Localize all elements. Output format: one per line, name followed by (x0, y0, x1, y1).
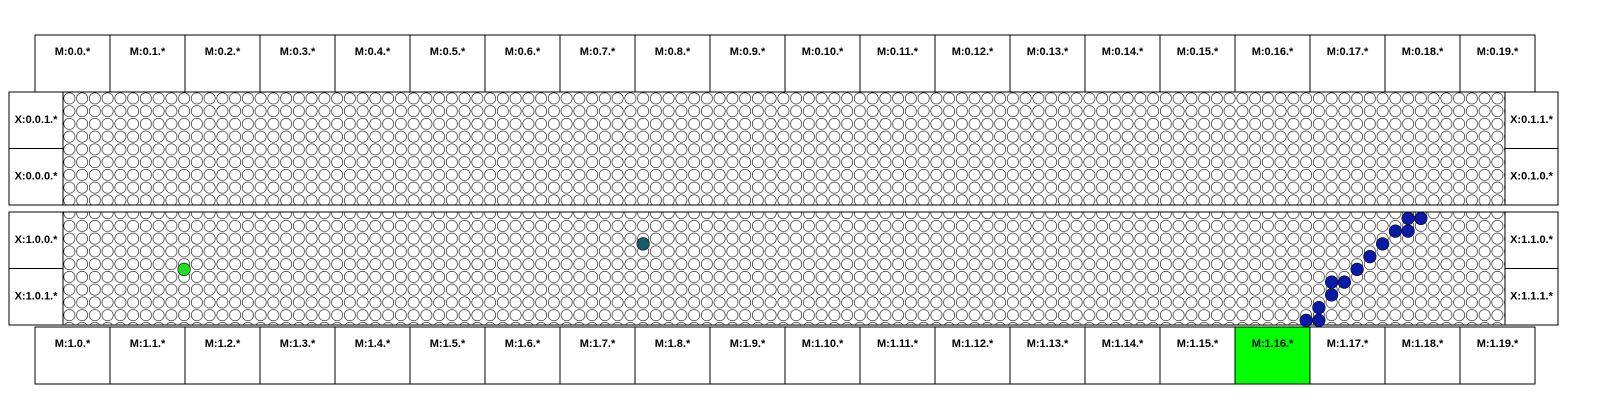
right-board-label: X:1.1.1.* (1510, 290, 1553, 303)
bottom-module-box (485, 327, 560, 384)
right-board-label: X:1.1.0.* (1510, 234, 1553, 247)
bottom-module-label: M:1.0.* (54, 337, 91, 350)
top-module-box (260, 35, 335, 92)
left-board-label: X:1.0.0.* (14, 234, 58, 247)
top-module-label: M:0.14.* (1101, 45, 1144, 58)
left-board-label: X:0.0.1.* (14, 114, 58, 127)
bottom-module-box (560, 327, 635, 384)
top-module-box (710, 35, 785, 92)
bottom-module-box (185, 327, 260, 384)
top-module-label: M:0.17.* (1326, 45, 1369, 58)
top-module-box (1085, 35, 1160, 92)
bottom-module-box (110, 327, 185, 384)
right-board-label: X:0.1.0.* (1510, 170, 1553, 183)
marked-cell (1351, 263, 1364, 276)
top-module-box (860, 35, 935, 92)
top-module-box (1460, 35, 1535, 92)
marked-cell (1338, 276, 1351, 289)
bottom-module-label: M:1.16.* (1251, 337, 1294, 350)
marked-cell (1300, 314, 1313, 327)
top-module-label: M:0.5.* (429, 45, 466, 58)
bottom-module-label: M:1.7.* (579, 337, 616, 350)
bottom-module-box (1160, 327, 1235, 384)
bottom-module-label: M:1.1.* (129, 337, 166, 350)
top-module-box (560, 35, 635, 92)
bottom-module-label: M:1.15.* (1176, 337, 1219, 350)
bottom-module-label: M:1.14.* (1101, 337, 1144, 350)
top-module-box (185, 35, 260, 92)
marked-cell (1313, 301, 1326, 314)
marked-cell (1415, 212, 1428, 225)
top-module-label: M:0.15.* (1176, 45, 1219, 58)
bottom-module-box (1310, 327, 1385, 384)
marked-cell (1325, 276, 1338, 289)
top-module-label: M:0.6.* (504, 45, 541, 58)
bottom-module-label: M:1.11.* (877, 337, 918, 350)
bottom-module-label: M:1.3.* (279, 337, 316, 350)
marked-cell (178, 263, 191, 276)
top-module-box (1160, 35, 1235, 92)
bottom-module-label: M:1.2.* (204, 337, 241, 350)
bottom-module-label: M:1.10.* (801, 337, 844, 350)
top-module-box (110, 35, 185, 92)
bottom-module-box (35, 327, 110, 384)
top-module-label: M:0.16.* (1251, 45, 1294, 58)
cell-grid (63, 212, 1505, 325)
bottom-module-box (1385, 327, 1460, 384)
top-module-box (785, 35, 860, 92)
top-module-label: M:0.13.* (1026, 45, 1069, 58)
top-module-box (1235, 35, 1310, 92)
top-module-box (335, 35, 410, 92)
bottom-module-box (410, 327, 485, 384)
bottom-module-label: M:1.17.* (1326, 337, 1369, 350)
bottom-module-box (860, 327, 935, 384)
bottom-module-box (1460, 327, 1535, 384)
top-module-label: M:0.3.* (279, 45, 316, 58)
left-board-label: X:1.0.1.* (14, 290, 58, 303)
top-module-label: M:0.10.* (801, 45, 844, 58)
marked-cell (1325, 289, 1338, 302)
right-board-label: X:0.1.1.* (1510, 114, 1553, 127)
top-module-label: M:0.11.* (877, 45, 918, 58)
marked-cell (1364, 250, 1377, 263)
bottom-module-label: M:1.13.* (1026, 337, 1069, 350)
bottom-module-label: M:1.18.* (1401, 337, 1444, 350)
top-module-label: M:0.18.* (1401, 45, 1444, 58)
top-module-label: M:0.1.* (129, 45, 166, 58)
bottom-module-label: M:1.4.* (354, 337, 391, 350)
bottom-module-box (1085, 327, 1160, 384)
top-module-box (485, 35, 560, 92)
left-board-label: X:0.0.0.* (14, 170, 58, 183)
top-module-box (410, 35, 485, 92)
bottom-module-box (1010, 327, 1085, 384)
bottom-module-box (710, 327, 785, 384)
marked-cell (1313, 314, 1326, 327)
top-module-box (1010, 35, 1085, 92)
bottom-module-label: M:1.6.* (504, 337, 541, 350)
bottom-module-label: M:1.8.* (654, 337, 691, 350)
bottom-module-box (935, 327, 1010, 384)
top-module-box (35, 35, 110, 92)
cell-grid (63, 92, 1505, 205)
top-module-box (1385, 35, 1460, 92)
marked-cell (1389, 225, 1402, 238)
top-module-label: M:0.9.* (729, 45, 766, 58)
top-module-label: M:0.19.* (1476, 45, 1519, 58)
top-module-label: M:0.8.* (654, 45, 691, 58)
marked-cell (1376, 238, 1389, 251)
marked-cell (1402, 212, 1415, 225)
bottom-module-label: M:1.12.* (951, 337, 994, 350)
bottom-module-label: M:1.5.* (429, 337, 466, 350)
marked-cell (1402, 225, 1415, 238)
bottom-module-box (635, 327, 710, 384)
top-module-box (935, 35, 1010, 92)
top-module-label: M:0.12.* (951, 45, 994, 58)
top-module-label: M:0.2.* (204, 45, 241, 58)
top-module-label: M:0.7.* (579, 45, 616, 58)
top-module-box (1310, 35, 1385, 92)
bottom-module-box (335, 327, 410, 384)
top-module-label: M:0.0.* (54, 45, 91, 58)
bottom-module-label: M:1.9.* (729, 337, 766, 350)
bottom-module-box (260, 327, 335, 384)
top-module-box (635, 35, 710, 92)
bottom-module-box (785, 327, 860, 384)
bottom-module-box-highlighted (1235, 327, 1310, 384)
bottom-module-label: M:1.19.* (1476, 337, 1519, 350)
marked-cell (637, 238, 650, 251)
top-module-label: M:0.4.* (354, 45, 391, 58)
